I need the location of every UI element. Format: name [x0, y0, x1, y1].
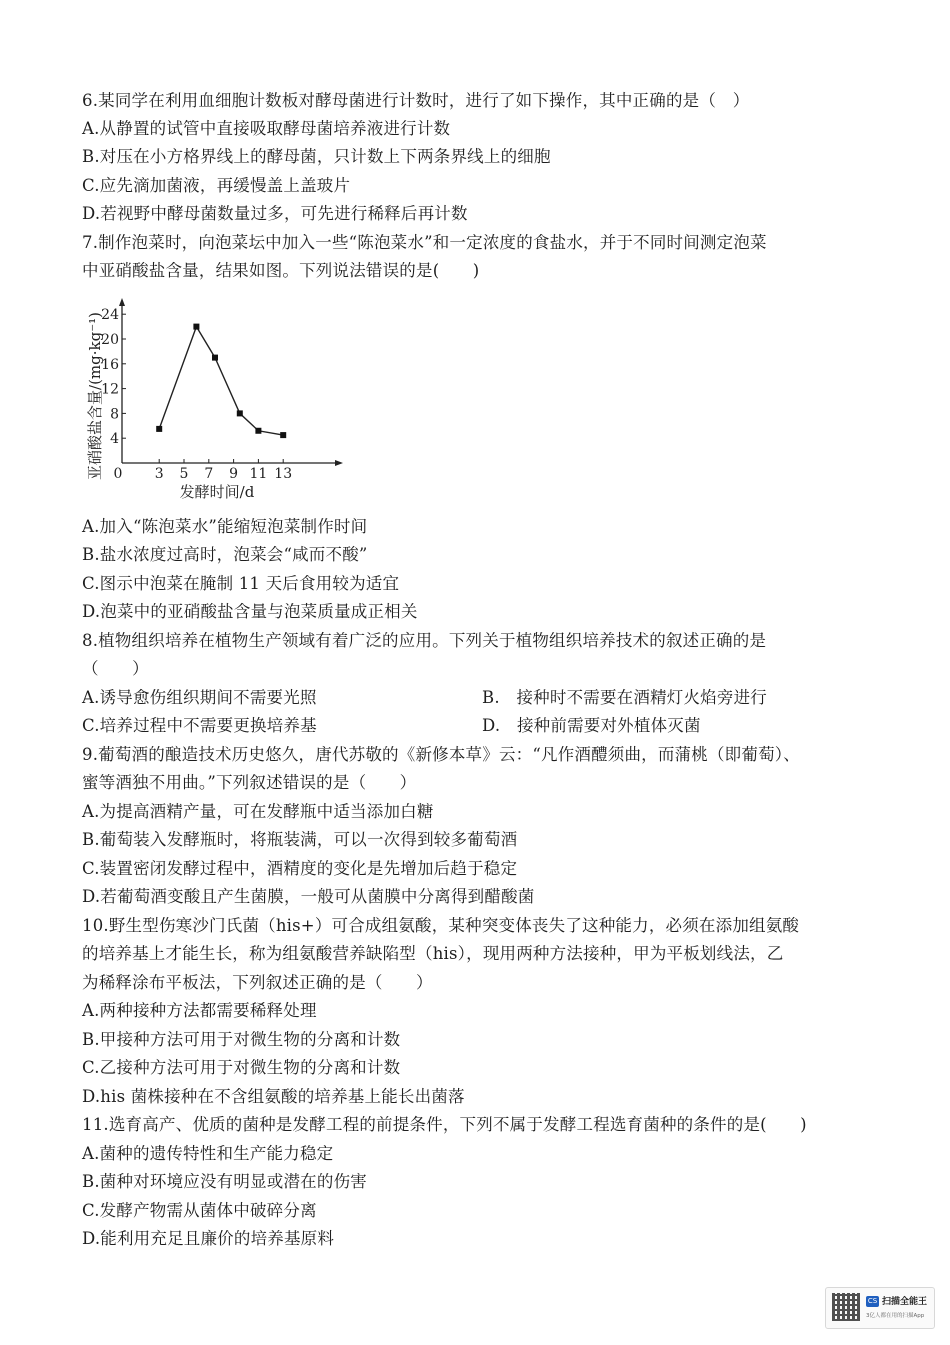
- x-tick-label: 13: [274, 466, 293, 482]
- q6-option-a: A.从静置的试管中直接吸取酵母菌培养液进行计数: [82, 119, 451, 138]
- scanner-badge: [825, 1287, 935, 1329]
- x-axis-arrow-icon: [335, 460, 343, 466]
- x-tick-label: 3: [154, 466, 164, 482]
- y-axis-arrow-icon: [119, 298, 125, 306]
- y-tick-label: 8: [110, 406, 119, 423]
- nitrite-line-chart: [82, 296, 352, 506]
- y-axis-title: 亚硝酸盐含量/(mg·kg⁻¹): [86, 312, 104, 480]
- q8-option-d: D. 接种前需要对外植体灭菌: [482, 716, 701, 735]
- q7-stem-line1: 7.制作泡菜时，向泡菜坛中加入一些“陈泡菜水”和一定浓度的食盐水，并于不同时间测定泡菜: [82, 233, 767, 252]
- q8-option-a: A.诱导愈伤组织期间不需要光照: [82, 688, 317, 707]
- q9-option-a: A.为提高酒精产量，可在发酵瓶中适当添加白糖: [82, 802, 434, 821]
- q10-option-d: D.his 菌株接种在不含组氨酸的培养基上能长出菌落: [82, 1087, 465, 1106]
- y-tick-label: 16: [101, 356, 119, 373]
- x-tick-label: 5: [179, 466, 189, 482]
- data-point: [255, 428, 261, 434]
- series-line: [159, 327, 283, 436]
- data-point: [156, 426, 162, 432]
- q10-stem-line1: 10.野生型伤寒沙门氏菌（his+）可合成组氨酸，某种突变体丧失了这种能力，必须在添加组氨酸: [82, 916, 800, 935]
- y-tick-label: 20: [101, 332, 119, 348]
- q8-stem-line1: 8.植物组织培养在植物生产领域有着广泛的应用。下列关于植物组织培养技术的叙述正确的是: [82, 631, 767, 650]
- x-tick-label: 9: [229, 466, 239, 482]
- q10-stem-line2: 的培养基上才能生长，称为组氨酸营养缺陷型（his），现用两种方法接种，甲为平板划线法，乙: [82, 944, 784, 963]
- q11-stem: 11.选育高产、优质的菌种是发酵工程的前提条件，下列不属于发酵工程选育菌种的条件的是( ): [82, 1115, 807, 1134]
- q6-option-b: B.对压在小方格界线上的酵母菌，只计数上下两条界线上的细胞: [82, 147, 551, 166]
- x-tick-label: 7: [204, 466, 214, 482]
- q7-option-b: B.盐水浓度过高时，泡菜会“咸而不酸”: [82, 545, 368, 564]
- q6-option-d: D.若视野中酵母菌数量过多，可先进行稀释后再计数: [82, 204, 468, 223]
- x-tick-label: 0: [113, 466, 123, 482]
- q10-option-b: B.甲接种方法可用于对微生物的分离和计数: [82, 1030, 401, 1049]
- q9-option-d: D.若葡萄酒变酸且产生菌膜，一般可从菌膜中分离得到醋酸菌: [82, 887, 535, 906]
- data-point: [237, 410, 243, 416]
- x-axis-title: 发酵时间/d: [179, 483, 255, 501]
- q7-option-d: D.泡菜中的亚硝酸盐含量与泡菜质量成正相关: [82, 602, 418, 621]
- scanner-app-name: 扫描全能王: [882, 1297, 928, 1307]
- q11-option-b: B.菌种对环境应没有明显或潜在的伤害: [82, 1172, 367, 1191]
- y-tick-label: 12: [101, 381, 119, 398]
- q7-stem-line2: 中亚硝酸盐含量，结果如图。下列说法错误的是( ): [82, 261, 480, 280]
- y-tick-label: 4: [110, 431, 119, 448]
- y-tick-label: 24: [101, 307, 119, 324]
- q9-option-b: B.葡萄装入发酵瓶时，将瓶装满，可以一次得到较多葡萄酒: [82, 830, 518, 849]
- q6-stem: 6.某同学在利用血细胞计数板对酵母菌进行计数时，进行了如下操作，其中正确的是（ ）: [82, 91, 750, 110]
- camscanner-logo-icon: CS: [867, 1297, 878, 1305]
- q10-stem-line3: 为稀释涂布平板法，下列叙述正确的是（ ）: [82, 973, 433, 992]
- q7-option-a: A.加入“陈泡菜水”能缩短泡菜制作时间: [82, 517, 368, 536]
- q10-option-c: C.乙接种方法可用于对微生物的分离和计数: [82, 1058, 401, 1077]
- q6-option-c: C.应先滴加菌液，再缓慢盖上盖玻片: [82, 176, 351, 195]
- q8-option-c: C.培养过程中不需要更换培养基: [82, 716, 317, 735]
- q11-option-c: C.发酵产物需从菌体中破碎分离: [82, 1201, 317, 1220]
- data-point: [193, 324, 199, 330]
- q8-stem-line2: （ ）: [82, 659, 149, 678]
- q9-option-c: C.装置密闭发酵过程中，酒精度的变化是先增加后趋于稳定: [82, 859, 518, 878]
- q7-option-c: C.图示中泡菜在腌制 11 天后食用较为适宜: [82, 574, 400, 593]
- data-point: [280, 432, 286, 438]
- q10-option-a: A.两种接种方法都需要稀释处理: [82, 1001, 317, 1020]
- q8-option-b: B. 接种时不需要在酒精灯火焰旁进行: [482, 688, 767, 707]
- q11-option-d: D.能利用充足且廉价的培养基原料: [82, 1229, 335, 1248]
- q9-stem-line2: 蜜等酒独不用曲。”下列叙述错误的是（ ）: [82, 773, 417, 792]
- data-point: [212, 355, 218, 361]
- q9-stem-line1: 9.葡萄酒的酿造技术历史悠久，唐代苏敬的《新修本草》云：“凡作酒醴须曲，而蒲桃（即葡萄）、: [82, 745, 800, 764]
- scanner-tagline: 3亿人都在用的扫描App: [866, 1313, 925, 1319]
- qr-code-icon: [832, 1293, 860, 1321]
- q11-option-a: A.菌种的遗传特性和生产能力稳定: [82, 1144, 334, 1163]
- x-tick-label: 11: [249, 466, 268, 482]
